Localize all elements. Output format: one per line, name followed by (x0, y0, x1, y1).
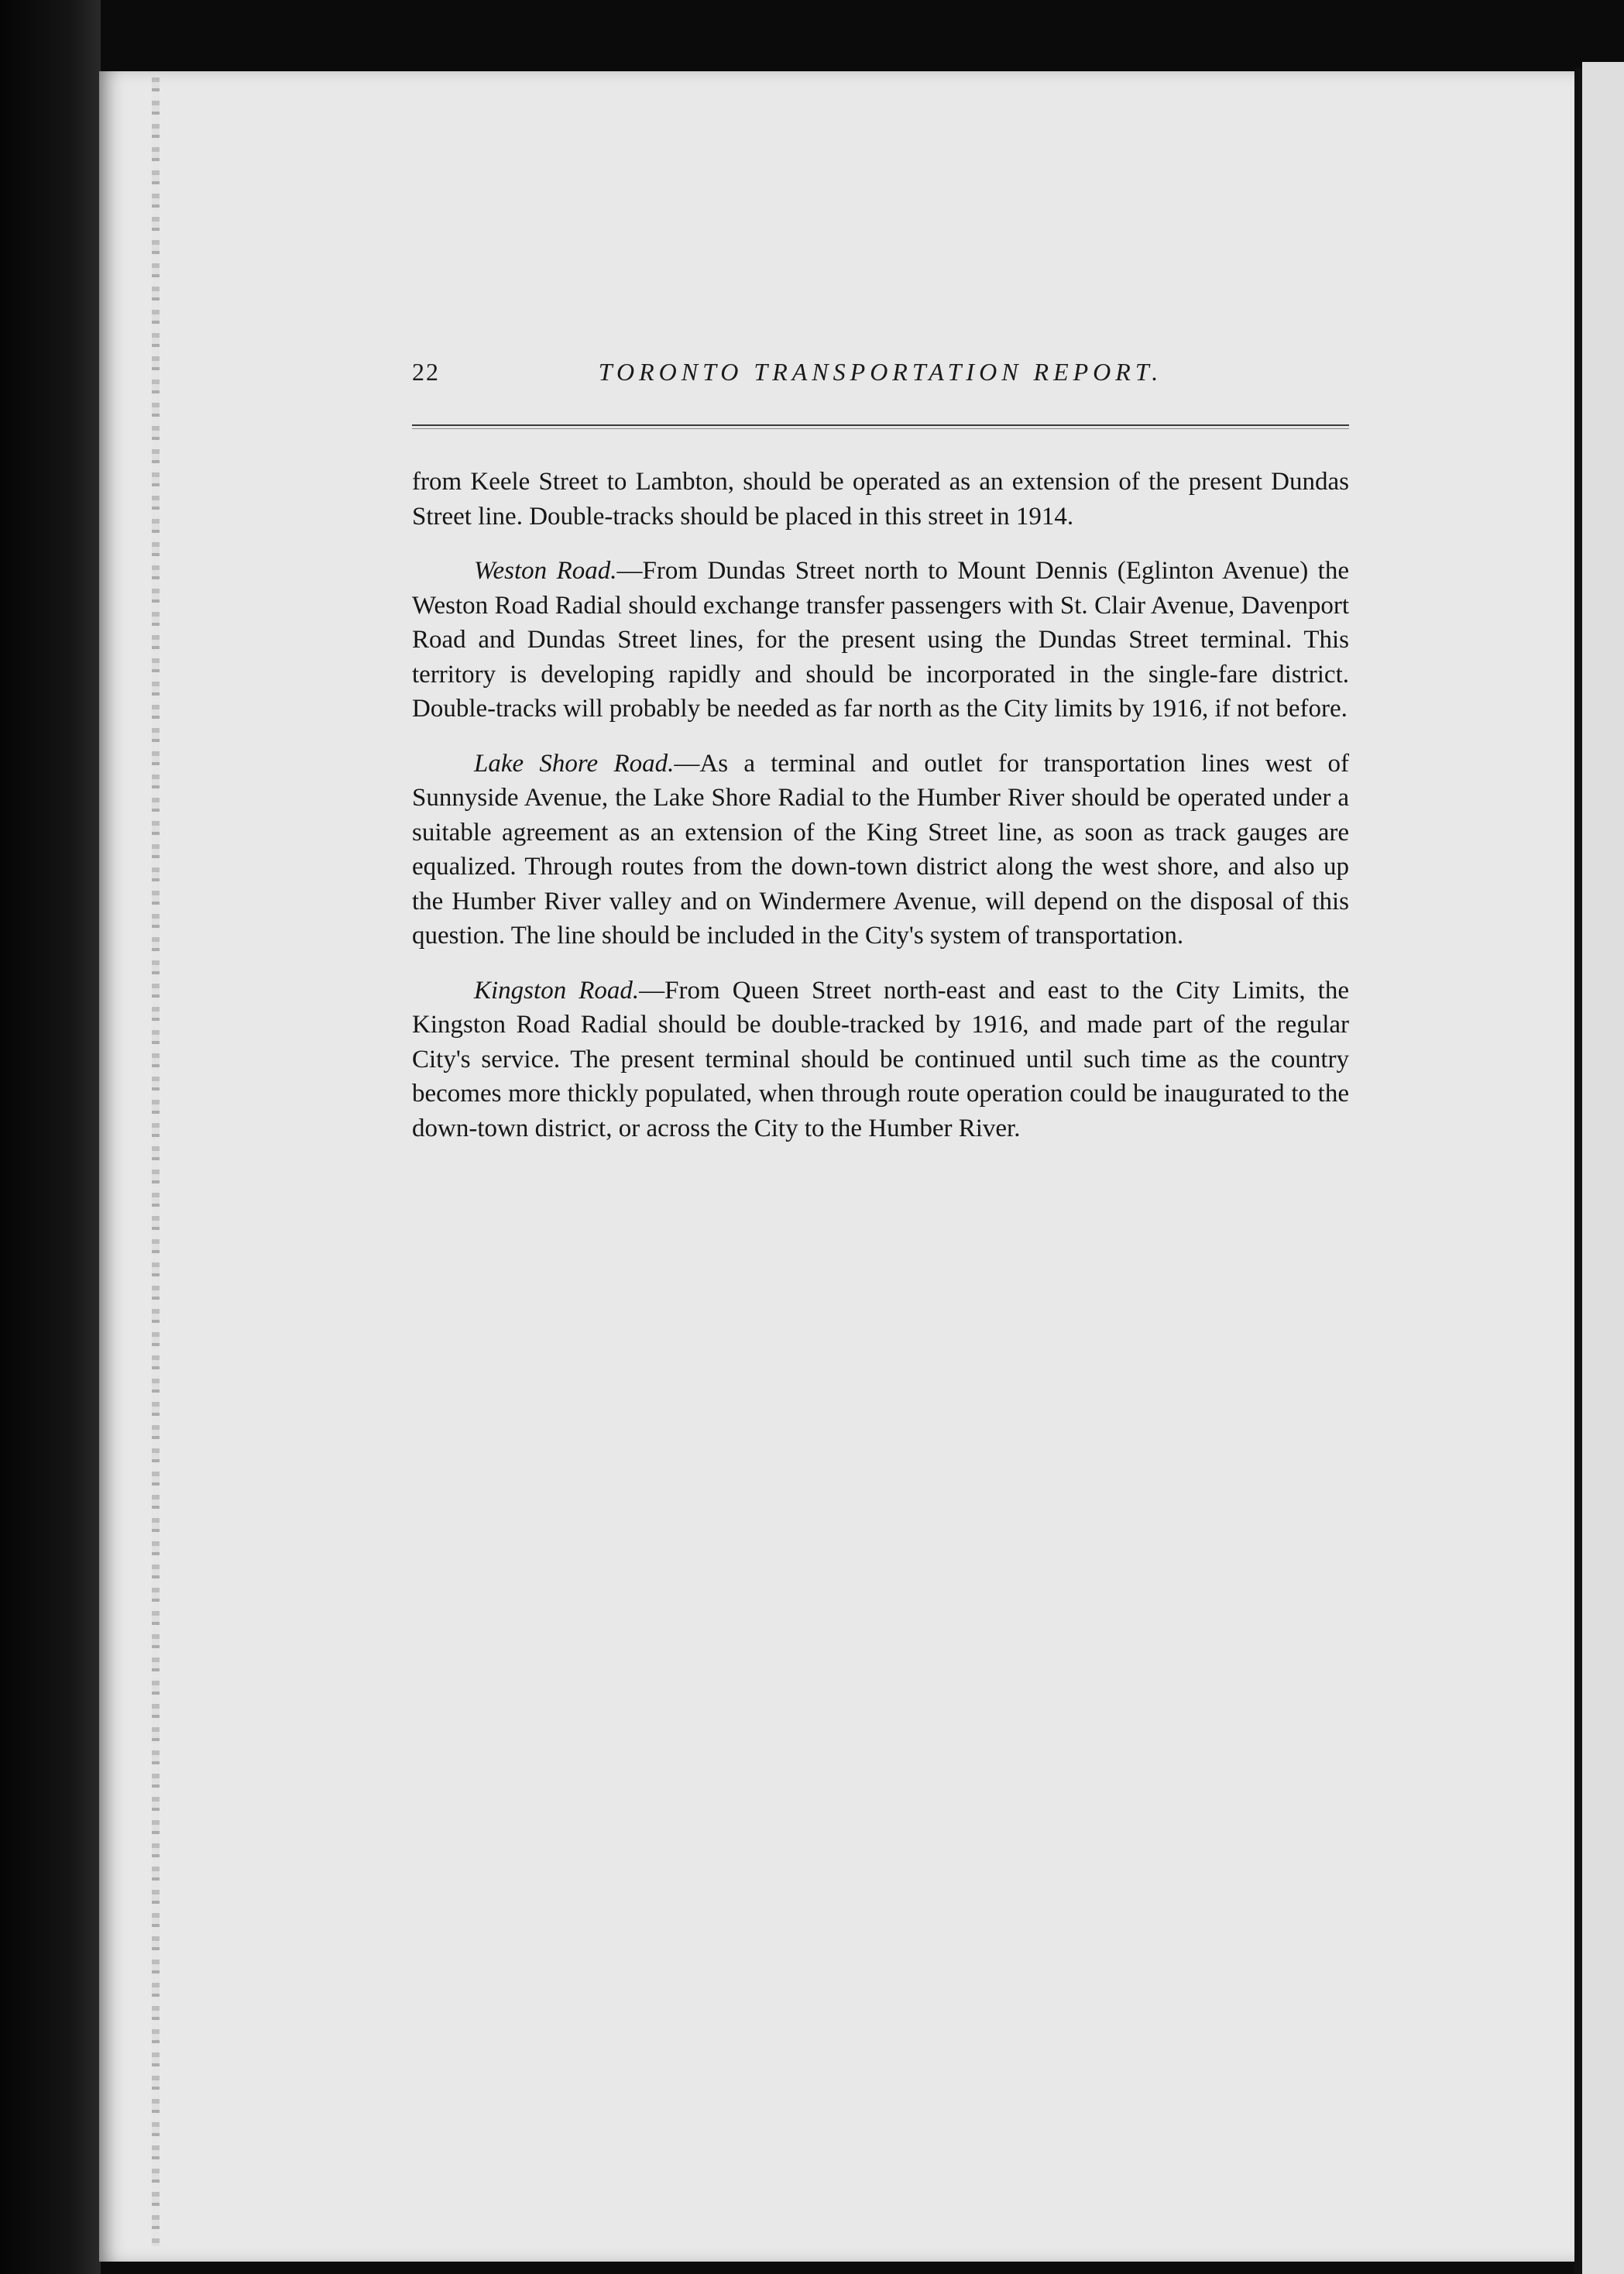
header-rule (412, 424, 1349, 426)
document-page (99, 71, 1574, 2262)
paragraph-text: —From Queen Street north-east and east to the City Limits, the Kingston Road Radial should be double-tracked by 1916, and made part of the regular City's service. The present terminal should be continued until such time as the country becomes more thickly populated, when through route operation could be inaugurated to the down-town district, or across the City to the Humber River. (412, 976, 1349, 1142)
page-number: 22 (412, 358, 440, 386)
paragraph-weston-road (412, 554, 1349, 727)
paragraph-continuation (412, 465, 1349, 534)
paragraph-text: —As a terminal and outlet for transportation lines west of Sunnyside Avenue, the Lake Shore Radial to the Humber River should be operated under a suitable agreement as an extension of the King Street line, as soon as track gauges are equalized. Through routes from the down-town district along the west shore, and also up the Humber River valley and on Windermere Avenue, will depend on the disposal of this question. The line should be included in the City's system of transportation. (412, 749, 1349, 950)
paragraph-text: —From Dundas Street north to Mount Dennis (Eglinton Avenue) the Weston Road Radial should exchange transfer passengers with St. Clair Avenue, Davenport Road and Dundas Street lines, for the present using the Dundas Street terminal. This territory is developing rapidly and should be incorporated in the single-fare district. Double-tracks will probably be needed as far north as the City limits by 1916, if not before. (412, 557, 1349, 723)
paragraph-lake-shore-road (412, 747, 1349, 953)
body-text (412, 465, 1349, 1166)
paragraph-kingston-road (412, 974, 1349, 1146)
page-header (412, 358, 1349, 397)
paragraph-heading: Weston Road. (474, 557, 617, 585)
paragraph-heading: Lake Shore Road. (474, 749, 675, 778)
running-title: TORONTO TRANSPORTATION REPORT. (598, 358, 1163, 386)
paragraph-heading: Kingston Road. (474, 976, 640, 1005)
paragraph-text: from Keele Street to Lambton, should be operated as an extension of the present Dundas Street line. Double-tracks should be placed in this street in 1914. (412, 468, 1349, 531)
header-rule-thin (412, 428, 1349, 429)
binding-edge (152, 77, 160, 2246)
adjacent-page-edge (1582, 62, 1624, 2274)
scan-background-left (0, 0, 101, 2274)
scan-gap (1574, 68, 1582, 2274)
